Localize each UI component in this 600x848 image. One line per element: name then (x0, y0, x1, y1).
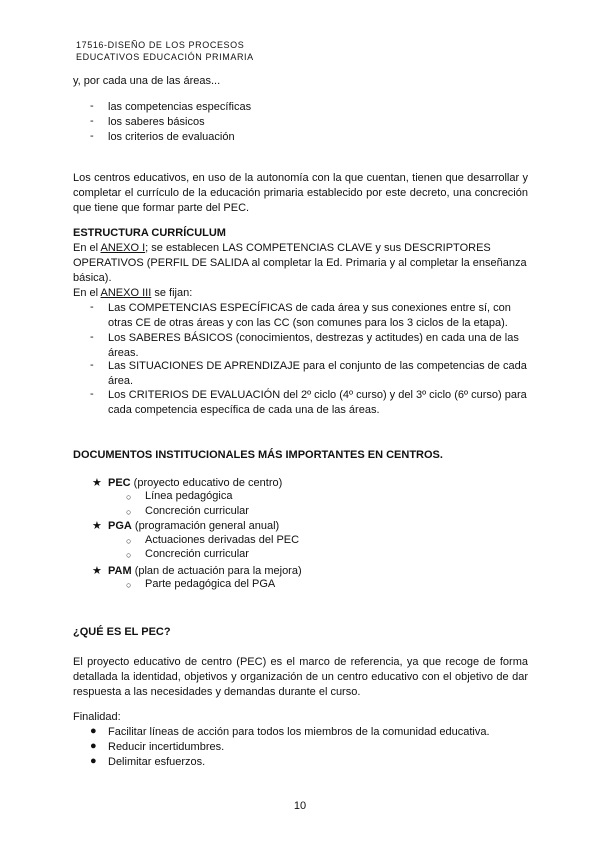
finalidad-label: Finalidad: (73, 711, 121, 723)
anexo3-link: ANEXO III (100, 287, 152, 299)
paragraph-centros: Los centros educativos, en uso de la autonomía con la que cuentan, tienen que desarrollar y completar el currículo de la educación primaria establecido por este decreto, una concreción que tiene que formar parte del PEC. (73, 172, 528, 214)
list-item-pec: PEC (proyecto educativo de centro) (108, 477, 283, 489)
list-item: las competencias específicas (108, 101, 252, 113)
list-item: Las COMPETENCIAS ESPECÍFICAS de cada área y sus conexiones entre sí, con otras CE de otras áreas y con las CC (son comunes para los 3 ciclos de la etapa). (108, 302, 511, 329)
intro-text: y, por cada una de las áreas... (73, 75, 221, 87)
header-line-1: 17516-DISEÑO DE LOS PROCESOS (76, 40, 245, 50)
page-header (76, 39, 254, 63)
list-item: Actuaciones derivadas del PEC (145, 534, 300, 546)
bullet-icon: ● (90, 755, 97, 767)
circle-bullet-icon: ○ (126, 536, 132, 546)
anexo3-paragraph: En el ANEXO III se fijan: (73, 287, 193, 299)
star-icon: ★ (92, 565, 102, 577)
list-item: Reducir incertidumbres. (108, 741, 225, 753)
anexo1-paragraph: En el ANEXO I; se establecen LAS COMPETENCIAS CLAVE y sus DESCRIPTORES OPERATIVOS (PERFIL DE SALIDA al completar la Ed. Primaria y al completar la enseñanza básica). (73, 242, 527, 284)
page-number: 10 (293, 800, 307, 812)
list-item: Línea pedagógica (145, 490, 233, 502)
list-item: Las SITUACIONES DE APRENDIZAJE para el conjunto de las competencias de cada área. (108, 360, 527, 387)
list-item: los saberes básicos (108, 116, 205, 128)
list-item: Concreción curricular (145, 548, 249, 560)
anexo1-link: ANEXO I (100, 242, 146, 254)
list-item: Los SABERES BÁSICOS (conocimientos, destrezas y actitudes) en cada una de las áreas. (108, 332, 519, 359)
list-item-pam: PAM (plan de actuación para la mejora) (108, 565, 302, 577)
circle-bullet-icon: ○ (126, 550, 132, 560)
heading-que-es-pec: ¿QUÉ ES EL PEC? (73, 626, 171, 638)
paragraph-pec: El proyecto educativo de centro (PEC) es el marco de referencia, ya que recoge de forma detallada la identidad, objetivos y organización de un centro educativo con el objetivo de dar respuesta a las necesidades y demandas durante el curso. (73, 656, 528, 698)
list-item: Concreción curricular (145, 505, 249, 517)
list-item: Delimitar esfuerzos. (108, 756, 206, 768)
star-icon: ★ (92, 477, 102, 489)
heading-estructura: ESTRUCTURA CURRÍCULUM (73, 227, 226, 239)
circle-bullet-icon: ○ (126, 507, 132, 517)
heading-documentos: DOCUMENTOS INSTITUCIONALES MÁS IMPORTANTES EN CENTROS. (73, 449, 443, 461)
circle-bullet-icon: ○ (126, 580, 132, 590)
list-item: Parte pedagógica del PGA (145, 578, 276, 590)
star-icon: ★ (92, 520, 102, 532)
list-item: Los CRITERIOS DE EVALUACIÓN del 2º ciclo (4º curso) y del 3º ciclo (6º curso) para cada competencia específica de cada una de las áreas. (108, 389, 527, 416)
list-item-pga: PGA (programación general anual) (108, 520, 280, 532)
list-item: los criterios de evaluación (108, 131, 235, 143)
bullet-icon: ● (90, 725, 97, 737)
list-item: Facilitar líneas de acción para todos los miembros de la comunidad educativa. (108, 726, 490, 738)
circle-bullet-icon: ○ (126, 492, 132, 502)
bullet-icon: ● (90, 740, 97, 752)
header-line-2: EDUCATIVOS EDUCACIÓN PRIMARIA (76, 52, 254, 62)
